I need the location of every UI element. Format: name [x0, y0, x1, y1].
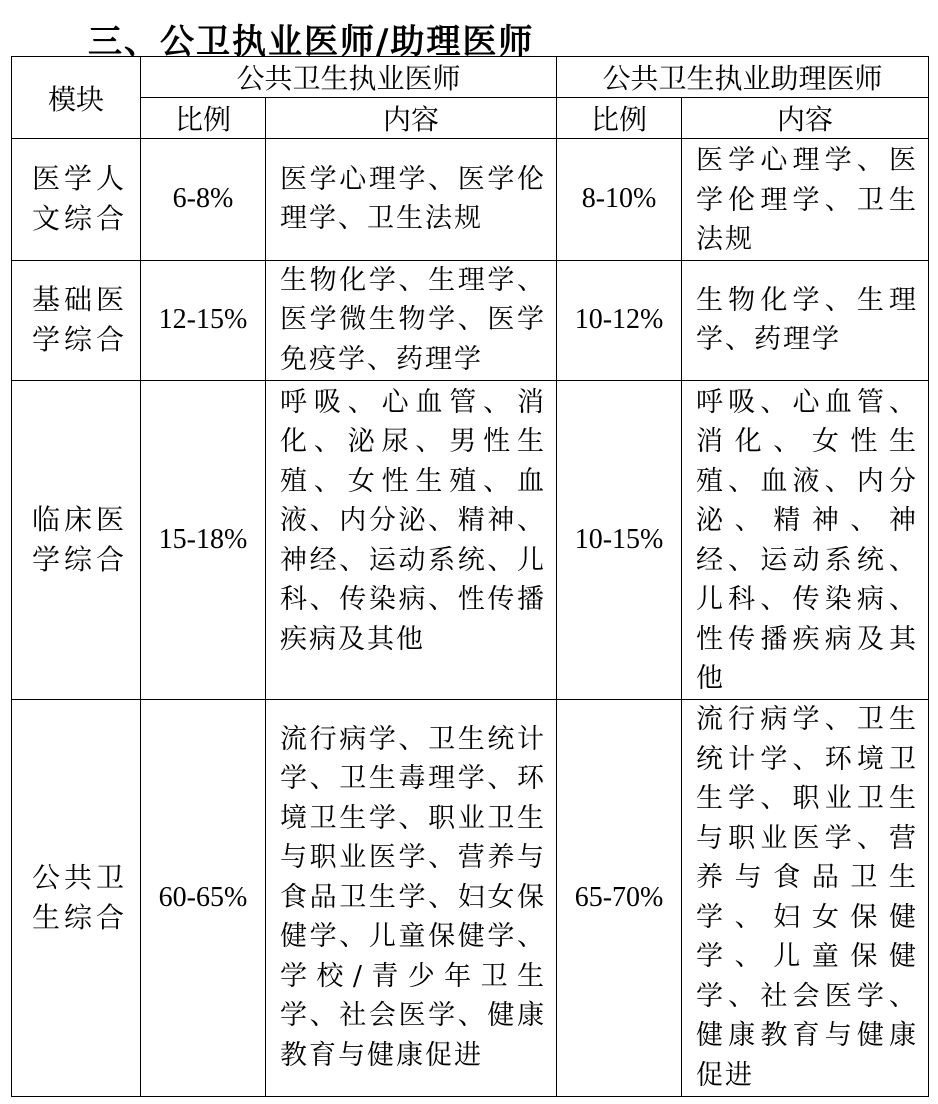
module-cell: 临床医学综合: [12, 380, 141, 699]
assistant-ratio-cell: 10-15%: [557, 380, 682, 699]
assistant-ratio-cell: 65-70%: [557, 699, 682, 1096]
physician-content-cell: 生物化学、生理学、医学微生物学、医学免疫学、药理学: [266, 260, 557, 380]
physician-ratio-cell: 15-18%: [141, 380, 266, 699]
table-row: [12, 380, 929, 699]
physician-content-cell: 医学心理学、医学伦理学、卫生法规: [266, 139, 557, 261]
physician-content-cell: 呼吸、心血管、消化、泌尿、男性生殖、女性生殖、血液、内分泌、精神、神经、运动系统、儿科、传染病、性传播疾病及其他: [266, 380, 557, 699]
assistant-content-cell: 生物化学、生理学、药理学: [682, 260, 929, 380]
physician-content-cell: 流行病学、卫生统计学、卫生毒理学、环境卫生学、职业卫生与职业医学、营养与食品卫生学、妇女保健学、儿童保健学、学校/青少年卫生学、社会医学、健康教育与健康促进: [266, 699, 557, 1096]
physician-ratio-cell: 12-15%: [141, 260, 266, 380]
section-title: 三、公卫执业医师/助理医师: [88, 22, 535, 62]
table-row: [12, 699, 929, 1096]
assistant-ratio-cell: 8-10%: [557, 139, 682, 261]
header-row-groups: [12, 57, 929, 98]
module-cell: 公共卫生综合: [12, 699, 141, 1096]
physician-ratio-cell: 60-65%: [141, 699, 266, 1096]
assistant-content-cell: 流行病学、卫生统计学、环境卫生学、职业卫生与职业医学、营养与食品卫生学、妇女保健学、儿童保健学、社会医学、健康教育与健康促进: [682, 699, 929, 1096]
table-row: [12, 139, 929, 261]
header-row-sub: [12, 98, 929, 139]
header-physician-group: 公共卫生执业医师: [141, 57, 557, 98]
header-physician-content: 内容: [266, 98, 557, 139]
module-cell: 医学人文综合: [12, 139, 141, 261]
exam-content-table: [11, 56, 929, 1097]
header-assistant-content: 内容: [682, 98, 929, 139]
assistant-ratio-cell: 10-12%: [557, 260, 682, 380]
table-row: [12, 260, 929, 380]
assistant-content-cell: 呼吸、心血管、消化、女性生殖、血液、内分泌、精神、神经、运动系统、儿科、传染病、性传播疾病及其他: [682, 380, 929, 699]
header-assistant-ratio: 比例: [557, 98, 682, 139]
physician-ratio-cell: 6-8%: [141, 139, 266, 261]
header-physician-ratio: 比例: [141, 98, 266, 139]
header-module: 模块: [12, 57, 141, 139]
module-cell: 基础医学综合: [12, 260, 141, 380]
header-assistant-group: 公共卫生执业助理医师: [557, 57, 929, 98]
assistant-content-cell: 医学心理学、医学伦理学、卫生法规: [682, 139, 929, 261]
